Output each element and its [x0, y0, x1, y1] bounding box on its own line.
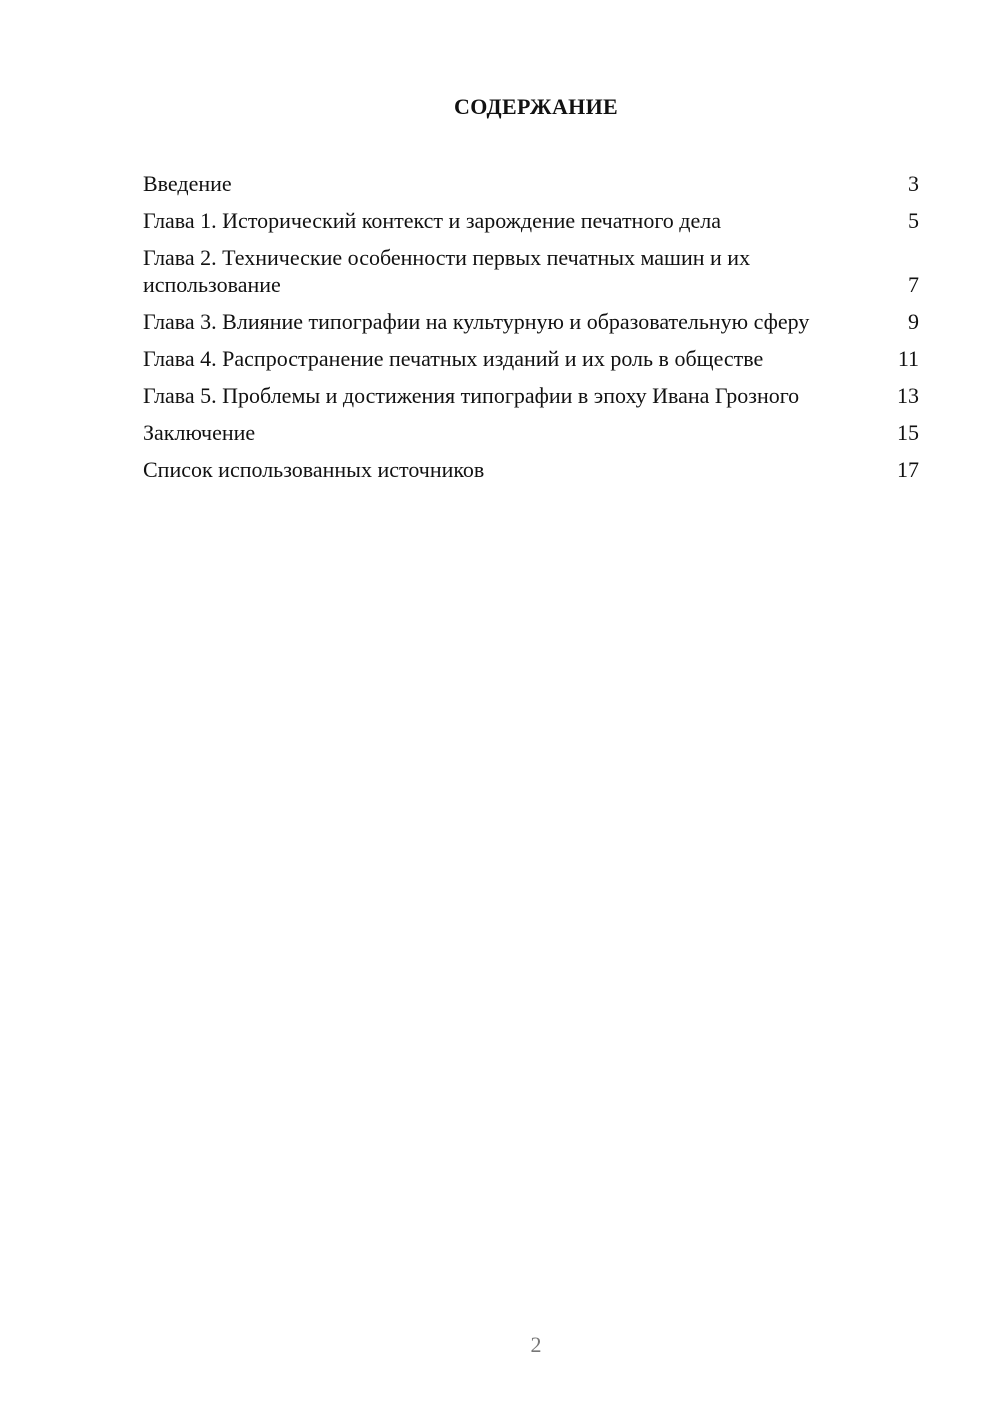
table-of-contents — [143, 170, 919, 493]
toc-entry-page: 5 — [908, 208, 919, 233]
toc-entry-page: 3 — [908, 171, 919, 196]
toc-entry-title: Введение — [143, 171, 232, 196]
toc-row — [143, 170, 919, 197]
toc-entry-title: Список использованных источников — [143, 457, 485, 482]
toc-entry-page: 15 — [897, 420, 919, 445]
toc-row — [143, 382, 919, 409]
toc-entry-title: Глава 3. Влияние типографии на культурную и образовательную сферу — [143, 309, 810, 334]
toc-entry-page: 7 — [908, 272, 919, 297]
toc-row — [143, 308, 919, 335]
toc-row — [143, 456, 919, 483]
toc-row — [143, 207, 919, 234]
toc-entry-title: Заключение — [143, 420, 256, 445]
toc-row — [143, 345, 919, 372]
toc-entry-title: Глава 4. Распространение печатных изданий и их роль в обществе — [143, 346, 764, 371]
page-title: СОДЕРЖАНИЕ — [454, 94, 618, 119]
toc-entry-page: 9 — [908, 309, 919, 334]
toc-entry-title: Глава 2. Технические особенности первых печатных машин и их использование — [143, 245, 751, 297]
page-number: 2 — [530, 1332, 542, 1357]
toc-entry-page: 13 — [897, 383, 919, 408]
toc-entry-page: 17 — [897, 457, 919, 482]
toc-entry-title: Глава 1. Исторический контекст и зарождение печатного дела — [143, 208, 722, 233]
toc-row — [143, 419, 919, 446]
toc-entry-page: 11 — [897, 346, 919, 371]
toc-row — [143, 244, 919, 298]
toc-entry-title: Глава 5. Проблемы и достижения типографии в эпоху Ивана Грозного — [143, 383, 800, 408]
